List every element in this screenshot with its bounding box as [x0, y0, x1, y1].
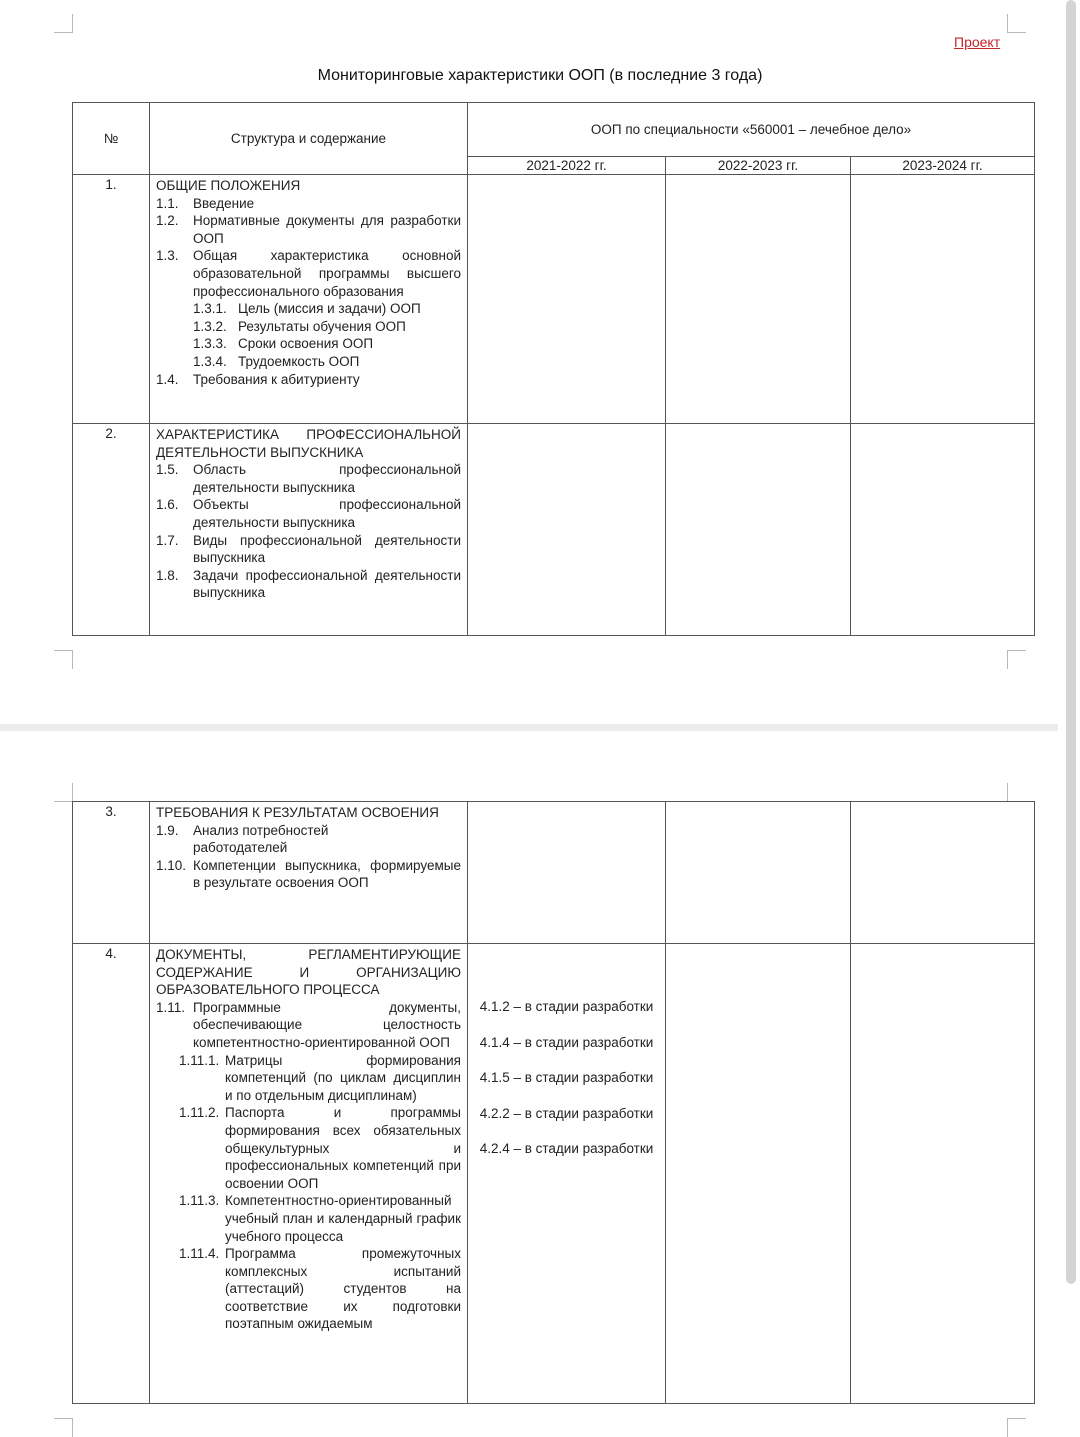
row-number: 2.	[73, 424, 150, 636]
item-text: Паспорта и программы формирования всех обязательных общекультурных и профессиональных компетенций при освоении ООП	[225, 1105, 461, 1191]
monitoring-table	[72, 102, 1035, 636]
page-corner-mark	[54, 783, 73, 802]
item-text: Общая характеристика основной образовательной программы высшего профессионального образования	[193, 248, 461, 299]
section-title: ТРЕБОВАНИЯ К РЕЗУЛЬТАТАМ ОСВОЕНИЯ	[156, 805, 439, 820]
item-number: 1.3.4.	[193, 353, 227, 369]
row-content	[150, 944, 468, 1404]
cell-2022	[666, 175, 851, 424]
header-year: 2023-2024 гг.	[851, 157, 1035, 175]
row-content	[150, 424, 468, 636]
item-text: Матрицы формирования компетенций (по циклам дисциплин и по отдельным дисциплинам)	[225, 1052, 461, 1103]
item-number: 1.5.	[156, 462, 179, 478]
item-number: 1.4.	[156, 371, 179, 387]
item-number: 1.1.	[156, 195, 179, 211]
section-title: ХАРАКТЕРИСТИКА ПРОФЕССИОНАЛЬНОЙ ДЕЯТЕЛЬНОСТИ ВЫПУСКНИКА	[156, 427, 461, 460]
header-oop: ООП по специальности «560001 – лечебное дело»	[468, 103, 1035, 157]
cell-2021-notes	[468, 944, 666, 1404]
cell-2023	[851, 424, 1035, 636]
item-text: Результаты обучения ООП	[238, 318, 406, 334]
item-text: Объекты профессиональной деятельности выпускника	[193, 497, 461, 530]
cell-2023	[851, 802, 1035, 944]
page-corner-mark	[1007, 783, 1026, 802]
section-title: ОБЩИЕ ПОЛОЖЕНИЯ	[156, 178, 301, 193]
item-text: Требования к абитуриенту	[193, 371, 360, 387]
item-number: 1.11.2.	[179, 1105, 220, 1121]
header-year: 2022-2023 гг.	[666, 157, 851, 175]
cell-2021	[468, 175, 666, 424]
item-text: Трудоемкость ООП	[238, 353, 360, 369]
cell-2022	[666, 802, 851, 944]
item-text: Цель (миссия и задачи) ООП	[238, 301, 421, 317]
document-page-1	[0, 0, 1058, 724]
item-text: Программа промежуточных комплексных испытаний (аттестаций) студентов на соответствие их подготовки поэтапным ожидаемым	[225, 1246, 461, 1332]
document-page-2	[0, 731, 1058, 1432]
header-year: 2021-2022 гг.	[468, 157, 666, 175]
item-text: Задачи профессиональной деятельности выпускника	[193, 567, 461, 601]
item-text: Введение	[193, 195, 255, 211]
item-number: 1.3.3.	[193, 336, 227, 352]
table-row	[73, 424, 1035, 636]
status-note: 4.2.2 – в стадии разработки	[479, 1105, 654, 1121]
cell-2022	[666, 944, 851, 1404]
page-corner-mark	[1007, 650, 1026, 669]
row-number: 3.	[73, 802, 150, 944]
header-number: №	[73, 103, 150, 175]
page-corner-mark	[1007, 1418, 1026, 1437]
item-number: 1.6.	[156, 497, 179, 513]
item-text: Нормативные документы для разработки ООП	[193, 213, 461, 246]
header-structure: Структура и содержание	[150, 103, 468, 175]
row-number: 1.	[73, 175, 150, 424]
item-number: 1.7.	[156, 532, 179, 548]
item-number: 1.11.3.	[179, 1193, 220, 1209]
item-number: 1.11.	[156, 999, 186, 1015]
item-number: 1.2.	[156, 213, 179, 229]
item-number: 1.3.1.	[193, 301, 227, 317]
item-text: Анализ потребностей работодателей	[193, 822, 329, 856]
cell-2023	[851, 944, 1035, 1404]
item-number: 1.3.	[156, 248, 179, 264]
scrollbar-thumb[interactable]	[1066, 0, 1076, 1284]
item-text: Сроки освоения ООП	[238, 336, 374, 352]
page-corner-mark	[54, 14, 73, 33]
item-text: Область профессиональной деятельности выпускника	[193, 462, 461, 495]
scrollbar[interactable]	[1058, 0, 1080, 1432]
cell-2023	[851, 175, 1035, 424]
status-note: 4.1.5 – в стадии разработки	[479, 1070, 654, 1086]
status-note: 4.2.4 – в стадии разработки	[479, 1141, 654, 1157]
item-text: Виды профессиональной деятельности выпускника	[193, 532, 461, 566]
page-corner-mark	[54, 1418, 73, 1437]
monitoring-table-continued	[72, 801, 1035, 1404]
item-number: 1.3.2.	[193, 318, 227, 334]
cell-2022	[666, 424, 851, 636]
row-content	[150, 802, 468, 944]
item-text: Компетентностно-ориентированный учебный план и календарный график учебного процесса	[225, 1193, 461, 1244]
item-text: Программные документы, обеспечивающие целостность компетентностно-ориентированной ООП	[193, 999, 461, 1050]
row-number: 4.	[73, 944, 150, 1404]
cell-2021	[468, 802, 666, 944]
item-number: 1.8.	[156, 567, 179, 583]
table-row	[73, 802, 1035, 944]
page-gap	[0, 724, 1080, 731]
document-title: Мониторинговые характеристики ООП (в последние 3 года)	[317, 67, 763, 84]
section-title: ДОКУМЕНТЫ, РЕГЛАМЕНТИРУЮЩИЕ СОДЕРЖАНИЕ И ОРГАНИЗАЦИЮ ОБРАЗОВАТЕЛЬНОГО ПРОЦЕССА	[156, 947, 461, 998]
table-row	[73, 944, 1035, 1404]
cell-2021	[468, 424, 666, 636]
item-text: Компетенции выпускника, формируемые в результате освоения ООП	[193, 857, 461, 891]
item-number: 1.11.4.	[179, 1246, 220, 1262]
project-link[interactable]: Проект	[954, 34, 1001, 50]
item-number: 1.9.	[156, 822, 179, 838]
page-corner-mark	[54, 650, 73, 669]
row-content	[150, 175, 468, 424]
status-note: 4.1.4 – в стадии разработки	[479, 1034, 654, 1050]
page-corner-mark	[1007, 14, 1026, 33]
status-note: 4.1.2 – в стадии разработки	[479, 999, 654, 1014]
table-row	[73, 175, 1035, 424]
item-number: 1.10.	[156, 857, 187, 873]
item-number: 1.11.1.	[179, 1052, 220, 1068]
